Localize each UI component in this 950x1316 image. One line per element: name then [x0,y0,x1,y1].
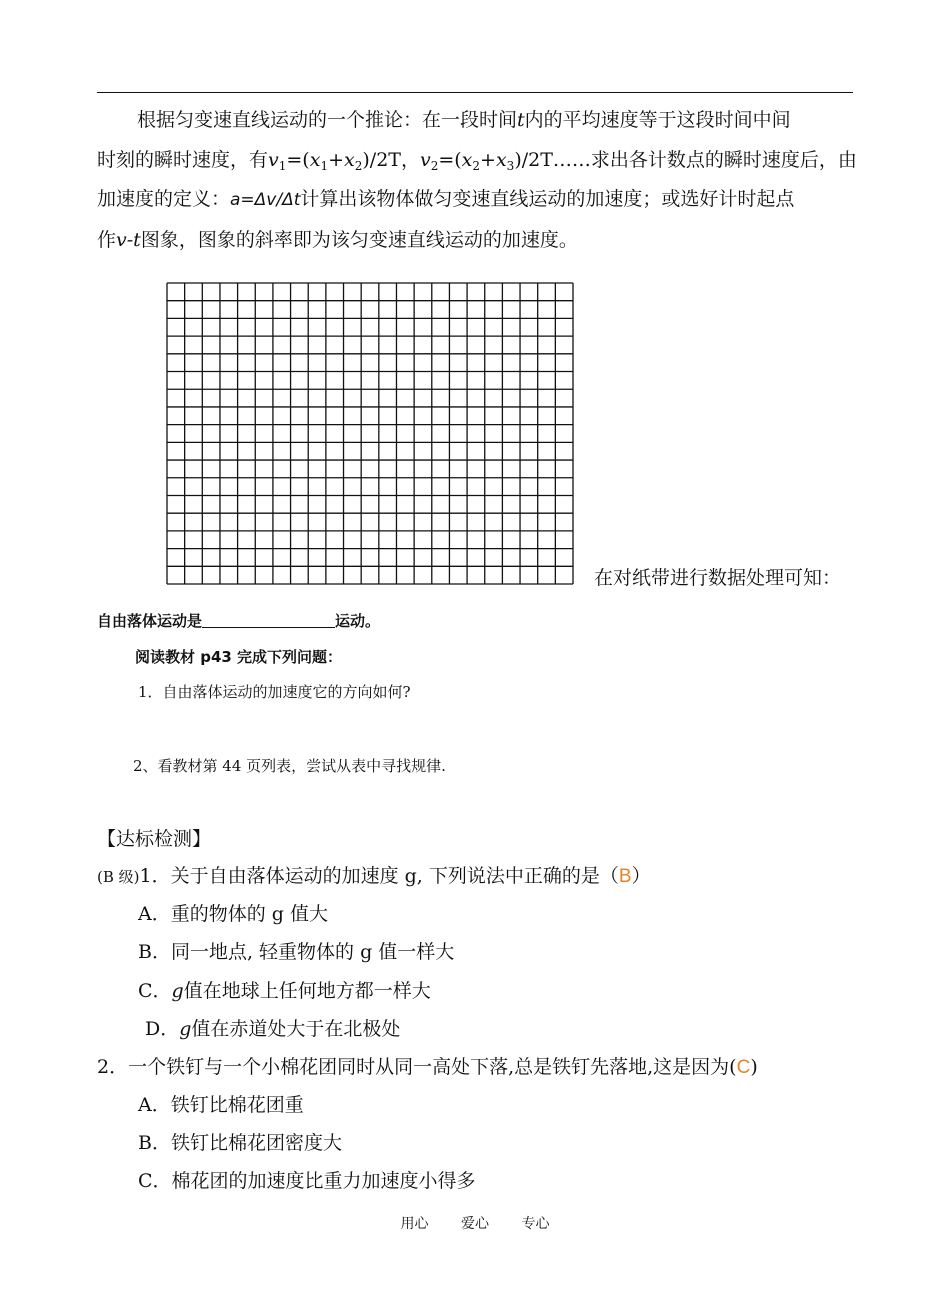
conclusion-after: 运动。 [335,612,381,630]
label: C． [138,980,172,1002]
var-x: x [495,149,507,171]
q2-stem [97,1055,758,1080]
vt-label: v-t [116,229,141,251]
var-x: x [461,149,473,171]
sub-2: 2 [430,159,439,173]
paragraph-line-1 [137,108,791,132]
question-1-direction: 1．自由落体运动的加速度它的方向如何? [138,683,411,701]
paragraph-line-2 [97,148,857,178]
question-2-table: 2、看教材第 44 页列表，尝试从表中寻找规律. [133,757,446,775]
q2-option-c: C．棉花团的加速度比重力加速度小得多 [138,1170,476,1192]
text: )/2T， [362,149,420,171]
q1-option-a: A．重的物体的 g 值大 [138,903,328,925]
text: 加速度的定义： [97,188,231,210]
var-x: x [309,149,321,171]
q1-option-b: B．同一地点, 轻重物体的 g 值一样大 [138,941,455,963]
paragraph-line-4 [97,228,578,252]
text: ) [750,1056,758,1078]
text: 值在地球上任何地方都一样大 [183,980,431,1002]
q2-stem-text: 2．一个铁钉与一个小棉花团同时从同一高处下落,总是铁钉先落地,这是因为( [97,1056,737,1078]
text: 根据匀变速直线运动的一个推论：在一段时间 [137,109,518,131]
text: 内的平均速度等于这段时间中间 [524,109,791,131]
var-v: v [419,149,431,171]
text: )/2T……求出各计数点的瞬时速度后，由 [514,149,857,171]
q1-option-c [138,979,431,1003]
q2-option-a: A．铁钉比棉花团重 [138,1094,304,1116]
header-rule [97,92,853,93]
q1-stem-text: 1．关于自由落体运动的加速度 g, 下列说法中正确的是（ [139,865,619,887]
label: D． [145,1018,180,1040]
sub-1: 1 [320,159,329,173]
q1-answer: B [618,866,632,887]
conclusion-before: 自由落体运动是 [97,612,203,630]
text: 值在赤道处大于在北极处 [191,1018,401,1040]
graph-paper-grid [166,282,574,585]
var-g: g [179,1018,192,1040]
acceleration-formula: a=Δv/Δt [230,190,301,210]
q2-answer: C [736,1057,751,1078]
reading-task-title: 阅读教材 p43 完成下列问题： [135,648,343,666]
var-g: g [171,980,184,1002]
q1-stem [97,864,651,889]
sub-1: 1 [278,159,287,173]
conclusion-line [97,609,380,633]
q1-option-d [145,1017,400,1041]
text: 计算出该物体做匀变速直线运动的加速度；或选好计时起点 [300,188,795,210]
q2-option-b: B．铁钉比棉花团密度大 [138,1132,342,1154]
answer-blank[interactable] [202,613,335,628]
text: =( [438,149,462,171]
paragraph-line-3 [97,187,794,212]
side-text: 在对纸带进行数据处理可知： [594,567,842,589]
sub-2: 2 [354,159,363,173]
var-v: v [268,149,279,171]
text: 时刻的瞬时速度，有 [97,149,269,171]
text: 图象，图象的斜率即为该匀变速直线运动的加速度。 [140,229,578,251]
page-footer: 用心 爱心 专心 [400,1216,550,1232]
text: + [328,149,345,171]
var-x: x [344,149,355,171]
section-heading: 【达标检测】 [97,828,212,850]
sub-3: 3 [506,159,515,173]
level-tag: (B 级) [97,868,140,886]
text: + [480,149,496,171]
sub-2: 2 [472,159,481,173]
text: =( [286,149,310,171]
text: 作 [97,229,117,251]
text: ） [631,865,651,887]
variable-t: t [517,109,525,131]
